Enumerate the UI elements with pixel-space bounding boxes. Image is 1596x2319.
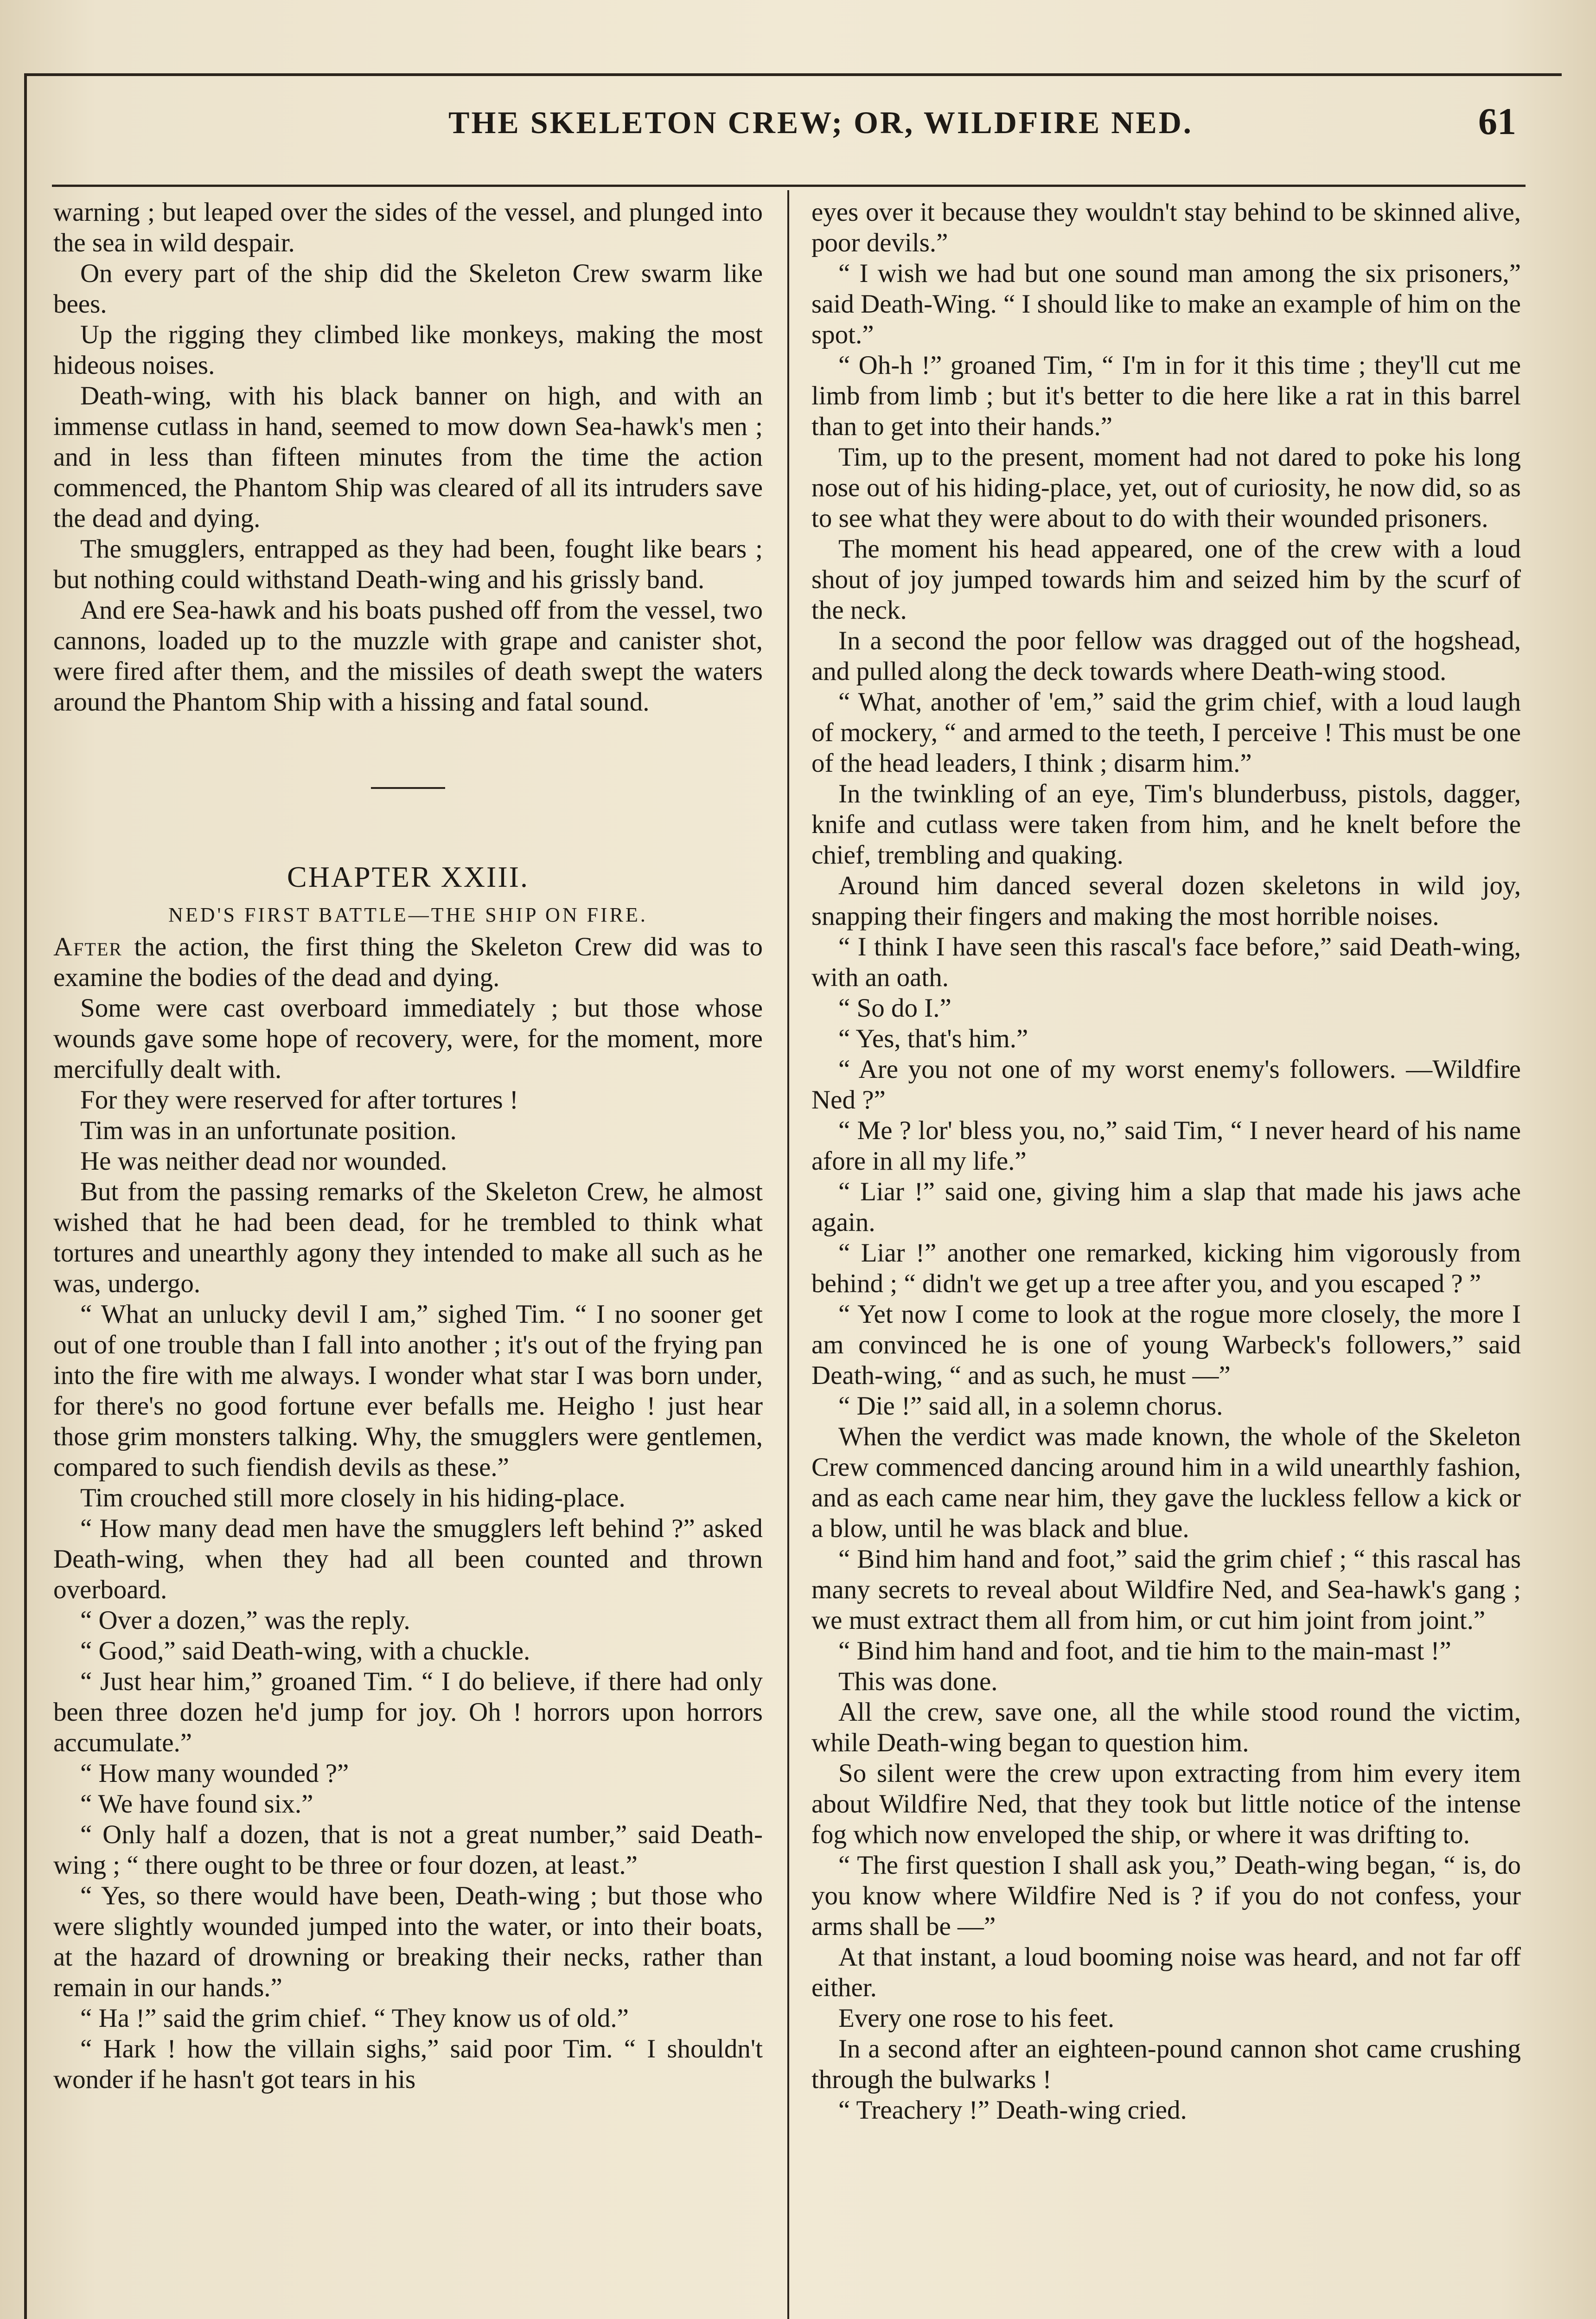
chapter-lead-word: After xyxy=(53,932,122,961)
paragraph: And ere Sea-hawk and his boats pushed off from the vessel, two cannons, loaded up to the muzzle with grape and canister shot, were fired after them, and the missiles of death swept the waters around the Phantom Ship with a hissing and fatal sound. xyxy=(53,596,763,717)
paragraph: “ How many wounded ?” xyxy=(80,1759,349,1788)
paragraph: Around him danced several dozen skeletons in wild joy, snapping their fingers and making the most horrible noises. xyxy=(811,871,1521,931)
paragraph: “ I wish we had but one sound man among the six prisoners,” said Death-Wing. “ I should like to make an example of him on the spot.” xyxy=(811,259,1521,349)
paragraph: At that instant, a loud booming noise was heard, and not far off either. xyxy=(811,1942,1521,2002)
paragraph: This was done. xyxy=(838,1667,998,1696)
chapter-divider xyxy=(371,787,445,789)
paragraph: “ Bind him hand and foot,” said the grim chief ; “ this rascal has many secrets to reveal about Wildfire Ned, and Sea-hawk's gang ; we must extract them all from him, or cut him joint from joint.” xyxy=(811,1544,1521,1635)
chapter-first-paragraph xyxy=(53,932,763,993)
paragraph: “ Liar !” said one, giving him a slap that made his jaws ache again. xyxy=(811,1177,1521,1237)
paragraph: “ Liar !” another one remarked, kicking him vigorously from behind ; “ didn't we get up a tree after you, and you escaped ? ” xyxy=(811,1238,1521,1298)
paragraph: “ Ha !” said the grim chief. “ They know us of old.” xyxy=(80,2004,629,2033)
paragraph: “ I think I have seen this rascal's face before,” said Death-wing, with an oath. xyxy=(811,932,1521,992)
paragraph: “ Yes, that's him.” xyxy=(838,1024,1028,1053)
paragraph: “ How many dead men have the smugglers left behind ?” asked Death-wing, when they had all been counted and thrown overboard. xyxy=(53,1514,763,1604)
paragraph: “ So do I.” xyxy=(838,993,951,1023)
paragraph: “ The first question I shall ask you,” Death-wing began, “ is, do you know where Wildfire Ned is ? if you do not confess, your arms shall be —” xyxy=(811,1851,1521,1941)
paragraph: When the verdict was made known, the whole of the Skeleton Crew commenced dancing around him in a wild unearthly fashion, and as each came near him, they gave the luckless fellow a kick or a blow, until he was black and blue. xyxy=(811,1422,1521,1543)
page-border-left xyxy=(24,73,27,2319)
paragraph: Tim, up to the present, moment had not dared to poke his long nose out of his hiding-place, yet, out of curiosity, he now did, so as to see what they were about to do with their wounded prisoners. xyxy=(811,442,1521,533)
paragraph: “ Me ? lor' bless you, no,” said Tim, “ I never heard of his name afore in all my life.” xyxy=(811,1116,1521,1176)
paragraph: He was neither dead nor wounded. xyxy=(80,1147,447,1176)
paragraph: “ What, another of 'em,” said the grim chief, with a loud laugh of mockery, “ and armed to the teeth, I perceive ! This must be one of the head leaders, I think ; disarm him.” xyxy=(811,687,1521,778)
paragraph: Tim was in an unfortunate position. xyxy=(80,1116,457,1145)
paragraph: “ Yes, so there would have been, Death-wing ; but those who were slightly wounded jumped into the water, or into their boats, at the hazard of drowning or breaking their necks, rather than remain in our hands.” xyxy=(53,1881,763,2002)
paragraph: “ Hark ! how the villain sighs,” said poor Tim. “ I shouldn't wonder if he hasn't got tears in his xyxy=(53,2034,763,2094)
paragraph: So silent were the crew upon extracting from him every item about Wildfire Ned, that they took but little notice of the intense fog which now enveloped the ship, or where it was drifting to. xyxy=(811,1759,1521,1849)
paragraph: “ Just hear him,” groaned Tim. “ I do believe, if there had only been three dozen he'd jump for joy. Oh ! horrors upon horrors accumulate.” xyxy=(53,1667,763,1757)
paragraph: “ We have found six.” xyxy=(80,1789,313,1819)
paragraph: The moment his head appeared, one of the crew with a loud shout of joy jumped towards him and seized him by the scurf of the neck. xyxy=(811,534,1521,625)
paragraph: “ Oh-h !” groaned Tim, “ I'm in for it this time ; they'll cut me limb from limb ; but it's better to die here like a rat in this barrel than to get into their hands.” xyxy=(811,351,1521,441)
paragraph: “ Bind him hand and foot, and tie him to the main-mast !” xyxy=(838,1636,1451,1666)
right-column xyxy=(811,197,1521,2126)
paragraph: Tim crouched still more closely in his hiding-place. xyxy=(80,1483,626,1512)
paragraph: But from the passing remarks of the Skeleton Crew, he almost wished that he had been dead, for he trembled to think what tortures and unearthly agony they intended to make all such as he was, undergo. xyxy=(53,1177,763,1298)
paragraph: “ Treachery !” Death-wing cried. xyxy=(838,2095,1187,2125)
left-column xyxy=(53,197,763,2095)
paragraph: Up the rigging they climbed like monkeys, making the most hideous noises. xyxy=(53,320,763,380)
paragraph: “ Only half a dozen, that is not a great number,” said Death-wing ; “ there ought to be three or four dozen, at least.” xyxy=(53,1820,763,1880)
paragraph: In a second after an eighteen-pound cannon shot came crushing through the bulwarks ! xyxy=(811,2034,1521,2094)
paragraph: In the twinkling of an eye, Tim's blunderbuss, pistols, dagger, knife and cutlass were taken from him, and he knelt before the chief, trembling and quaking. xyxy=(811,779,1521,870)
page-border-top xyxy=(24,73,1562,76)
paragraph: All the crew, save one, all the while stood round the victim, while Death-wing began to question him. xyxy=(811,1698,1521,1757)
paragraph: warning ; but leaped over the sides of the vessel, and plunged into the sea in wild despair. xyxy=(53,198,763,257)
paragraph: “ Good,” said Death-wing, with a chuckle. xyxy=(80,1636,530,1666)
paragraph: Death-wing, with his black banner on high, and with an immense cutlass in hand, seemed to mow down Sea-hawk's men ; and in less than fifteen minutes from the time the action commenced, the Phantom Ship was cleared of all its intruders save the dead and dying. xyxy=(53,381,763,533)
paragraph: Some were cast overboard immediately ; but those whose wounds gave some hope of recovery, were, for the moment, more mercifully dealt with. xyxy=(53,993,763,1084)
paragraph: “ Die !” said all, in a solemn chorus. xyxy=(838,1391,1223,1421)
running-title: THE SKELETON CREW; OR, WILDFIRE NED. xyxy=(448,105,1193,140)
paragraph: Every one rose to his feet. xyxy=(838,2004,1115,2033)
paragraph: In a second the poor fellow was dragged out of the hogshead, and pulled along the deck towards where Death-wing stood. xyxy=(811,626,1521,686)
paragraph: For they were reserved for after tortures ! xyxy=(80,1085,518,1115)
paragraph: “ Over a dozen,” was the reply. xyxy=(80,1606,410,1635)
paragraph: eyes over it because they wouldn't stay behind to be skinned alive, poor devils.” xyxy=(811,198,1521,257)
paragraph: The smugglers, entrapped as they had been, fought like bears ; but nothing could withstand Death-wing and his grissly band. xyxy=(53,534,763,594)
page-number: 61 xyxy=(1478,100,1516,142)
paragraph: On every part of the ship did the Skeleton Crew swarm like bees. xyxy=(53,259,763,319)
chapter-first-paragraph-text: the action, the first thing the Skeleton Crew did was to examine the bodies of the dead and dying. xyxy=(53,932,763,992)
paragraph: “ What an unlucky devil I am,” sighed Tim. “ I no sooner get out of one trouble than I fall into another ; it's out of the frying pan into the fire with me always. I wonder what star I was born under, for there's no good fortune ever befalls me. Heigho ! just hear those grim monsters talking. Why, the smugglers were gentlemen, compared to such fiendish devils as these.” xyxy=(53,1300,763,1482)
paragraph: “ Are you not one of my worst enemy's followers. —Wildfire Ned ?” xyxy=(811,1055,1521,1115)
header-rule xyxy=(52,185,1526,187)
chapter-subtitle: NED'S FIRST BATTLE—THE SHIP ON FIRE. xyxy=(168,903,648,926)
chapter-title: CHAPTER XXIII. xyxy=(287,860,529,893)
column-rule xyxy=(787,190,789,2319)
paragraph: “ Yet now I come to look at the rogue more closely, the more I am convinced he is one of young Warbeck's followers,” said Death-wing, “ and as such, he must —” xyxy=(811,1300,1521,1390)
